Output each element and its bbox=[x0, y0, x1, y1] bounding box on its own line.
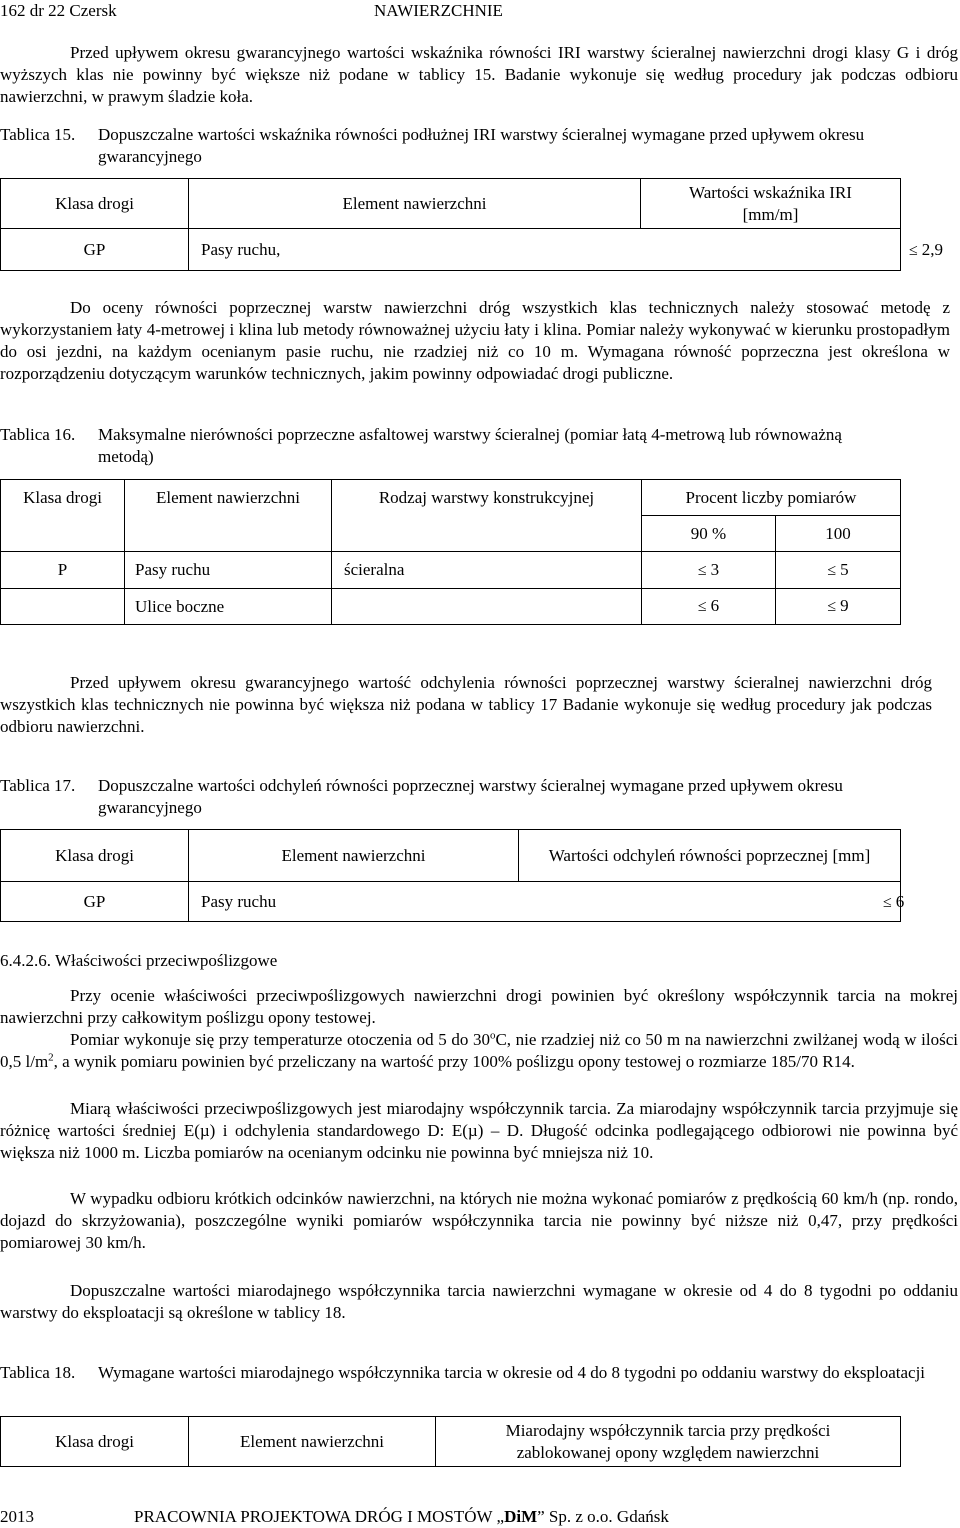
table-16-header-90: 90 % bbox=[642, 516, 776, 552]
paragraph-5-text-c: , a wynik pomiaru powinien być przeliczany na wartość przy 100% poślizgu opony testowej o rozmiarze 185/70 R14. bbox=[53, 1052, 855, 1071]
table-16-cell-100: ≤ 9 bbox=[776, 589, 901, 625]
table-17-value: ≤ 6 bbox=[883, 891, 904, 914]
table-16-cell-90: ≤ 6 bbox=[642, 589, 776, 625]
table-row bbox=[1, 589, 901, 625]
paragraph-5-text-b: C, nie rzadziej niż co 50 m na nawierzchni zwilżanej wodą w ilości 0,5 l/m bbox=[0, 1030, 958, 1071]
table-16-header-element: Element nawierzchni bbox=[125, 480, 332, 552]
paragraph-3 bbox=[0, 672, 932, 738]
footer-company-pre: PRACOWNIA PROJEKTOWA DRÓG I MOSTÓW „ bbox=[134, 1507, 505, 1526]
table-17-cell-klasa: GP bbox=[1, 882, 189, 922]
footer-company-post: ” Sp. z o.o. Gdańsk bbox=[537, 1507, 669, 1526]
footer-company bbox=[134, 1506, 669, 1528]
table-15-value: ≤ 2,9 bbox=[909, 239, 943, 262]
table-18 bbox=[0, 1416, 901, 1467]
table-15 bbox=[0, 178, 944, 271]
header-left: 162 dr 22 Czersk bbox=[0, 1, 117, 20]
table-15-caption: Dopuszczalne wartości wskaźnika równości podłużnej IRI warstwy ścieralnej wymagane przed upływem okresu gwarancyjnego bbox=[98, 125, 865, 166]
paragraph-5-text-a: Pomiar wykonuje się przy temperaturze otoczenia od 5 do 30 bbox=[70, 1030, 490, 1049]
paragraph-2-text: Do oceny równości poprzecznej warstw nawierzchni dróg wszystkich klas technicznych należy stosować metodę z wykorzystaniem łaty 4-metrowej i klina lub metody równoważnej użyciu łaty i klina. Pomiar należy wykonywać w kierunku prostopadłym do osi jezdni, na każdym ocenianym pasie ruchu, nie rzadziej niż co 10 m. Wymagana równość poprzeczna jest określona w rozporządzeniu dotyczącym warunków technicznych, jakim powinny odpowiadać drogi publiczne. bbox=[0, 298, 950, 383]
table-17-header-element: Element nawierzchni bbox=[189, 830, 519, 882]
table-15-header-wartosci: Wartości wskaźnika IRI [mm/m] bbox=[641, 179, 901, 229]
table-17-label: Tablica 17. bbox=[0, 776, 76, 795]
paragraph-1-text: Przed upływem okresu gwarancyjnego wartości wskaźnika równości IRI warstwy ścieralnej nawierzchni drogi klasy G i dróg wyższych klas nie powinny być większe niż podane w tablicy 15. Badanie wykonuje się według procedury jak podczas odbioru nawierzchni, w prawym śladzie koła. bbox=[0, 43, 958, 106]
table-18-header-element: Element nawierzchni bbox=[189, 1417, 436, 1467]
table-15-header-element: Element nawierzchni bbox=[189, 179, 641, 229]
table-16-cell-rodzaj bbox=[332, 589, 642, 625]
table-15-cell-element bbox=[189, 229, 944, 271]
table-15-label: Tablica 15. bbox=[0, 125, 76, 144]
paragraph-7 bbox=[0, 1188, 958, 1254]
paragraph-4-text: Przy ocenie właściwości przeciwpoślizgowych nawierzchni drogi powinien być określony współczynnik tarcia na mokrej nawierzchni przy całkowitym poślizgu opony testowej. bbox=[0, 986, 958, 1027]
table-row bbox=[1, 882, 901, 922]
table-15-cell-klasa: GP bbox=[1, 229, 189, 271]
footer-year: 2013 bbox=[0, 1507, 34, 1526]
table-16-cell-90: ≤ 3 bbox=[642, 552, 776, 589]
paragraph-4 bbox=[0, 985, 958, 1029]
table-18-caption: Wymagane wartości miarodajnego współczynnika tarcia w okresie od 4 do 8 tygodni po oddaniu warstwy do eksploatacji bbox=[98, 1363, 926, 1382]
footer-company-dim: DiM bbox=[504, 1507, 538, 1526]
paragraph-2 bbox=[0, 297, 950, 385]
paragraph-3-text: Przed upływem okresu gwarancyjnego wartość odchylenia równości poprzecznej warstwy ścieralnej nawierzchni dróg wszystkich klas technicznych nie powinna być większa niż podana w tablicy 17 Badanie wykonuje się według procedury jak podczas odbioru nawierzchni. bbox=[0, 673, 932, 736]
table-17-header-wartosci: Wartości odchyleń równości poprzecznej [mm] bbox=[519, 830, 901, 882]
table-18-header-wspol: Miarodajny współczynnik tarcia przy prędkości zablokowanej opony względem nawierzchni bbox=[436, 1417, 901, 1467]
table-18-header-klasa: Klasa drogi bbox=[1, 1417, 189, 1467]
table-16-cell-rodzaj: ścieralna bbox=[332, 552, 642, 589]
paragraph-8 bbox=[0, 1280, 958, 1324]
table-16-caption: Maksymalne nierówności poprzeczne asfaltowej warstwy ścieralnej (pomiar łatą 4-metrową lub równoważną metodą) bbox=[98, 425, 842, 466]
table-16-cell-element: Ulice boczne bbox=[125, 589, 332, 625]
table-18-label: Tablica 18. bbox=[0, 1363, 76, 1382]
table-row bbox=[1, 229, 901, 271]
table-16-header-procent: Procent liczby pomiarów bbox=[642, 480, 901, 516]
paragraph-6 bbox=[0, 1098, 958, 1164]
table-row bbox=[1, 552, 901, 589]
paragraph-7-text: W wypadku odbioru krótkich odcinków nawierzchni, na których nie można wykonać pomiarów z prędkością 60 km/h (np. rondo, dojazd do skrzyżowania), poszczególne wyniki pomiarów współczynnika tarcia nie powinny być niższe niż 0,47, przy prędkości pomiarowej 30 km/h. bbox=[0, 1189, 958, 1252]
table-16-header-100: 100 bbox=[776, 516, 901, 552]
table-17-element-text: Pasy ruchu bbox=[201, 891, 277, 911]
square-sup: 2 bbox=[48, 1051, 54, 1064]
table-16-label: Tablica 16. bbox=[0, 425, 76, 444]
table-16-header-rodzaj: Rodzaj warstwy konstrukcyjnej bbox=[332, 480, 642, 552]
table-16 bbox=[0, 479, 901, 625]
paragraph-6-text: Miarą właściwości przeciwpoślizgowych jest miarodajny współczynnik tarcia. Za miarodajny współczynnik tarcia przyjmuje się różnicę wartości średniej E(µ) i odchylenia standardowego D: E(µ) – D. Długość odcinka podlegającego odbiorowi nie powinna być większa niż 1000 m. Liczba pomiarów na ocenianym odcinku nie powinna być mniejsza niż 10. bbox=[0, 1099, 958, 1162]
table-16-header-klasa: Klasa drogi bbox=[1, 480, 125, 552]
section-heading: 6.4.2.6. Właściwości przeciwpoślizgowe bbox=[0, 951, 278, 970]
degree-sup: o bbox=[489, 1029, 496, 1042]
paragraph-1 bbox=[0, 42, 958, 108]
paragraph-5 bbox=[0, 1029, 958, 1073]
table-17-cell-element bbox=[189, 882, 905, 922]
table-15-header-klasa: Klasa drogi bbox=[1, 179, 189, 229]
table-16-cell-klasa: P bbox=[1, 552, 125, 589]
table-16-cell-100: ≤ 5 bbox=[776, 552, 901, 589]
table-17-caption: Dopuszczalne wartości odchyleń równości poprzecznej warstwy ścieralnej wymagane przed upływem okresu gwarancyjnego bbox=[98, 776, 843, 817]
header-title: NAWIERZCHNIE bbox=[374, 1, 503, 20]
table-17 bbox=[0, 829, 905, 922]
table-16-cell-element: Pasy ruchu bbox=[125, 552, 332, 589]
paragraph-8-text: Dopuszczalne wartości miarodajnego współczynnika tarcia nawierzchni wymagane w okresie od 4 do 8 tygodni po oddaniu warstwy do eksploatacji są określone w tablicy 18. bbox=[0, 1281, 958, 1322]
table-16-cell-klasa bbox=[1, 589, 125, 625]
table-17-header-klasa: Klasa drogi bbox=[1, 830, 189, 882]
table-15-element-text: Pasy ruchu, bbox=[201, 239, 281, 259]
